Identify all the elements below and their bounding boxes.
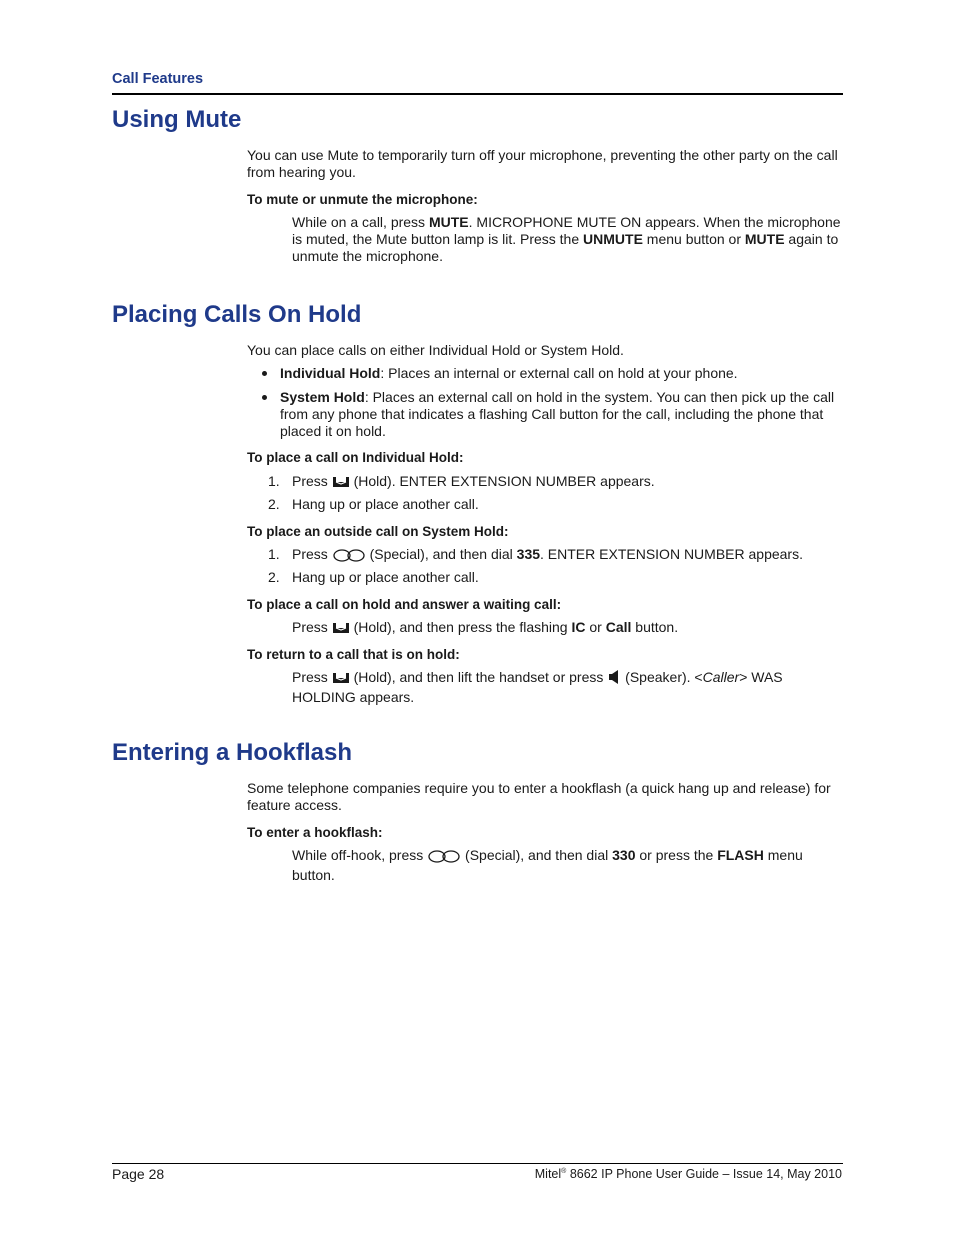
heading-placing-calls-on-hold: Placing Calls On Hold bbox=[112, 301, 362, 328]
header-rule bbox=[112, 93, 843, 95]
footer-rule bbox=[112, 1163, 843, 1164]
hold-icon bbox=[332, 475, 350, 493]
hookflash-subheading: To enter a hookflash: bbox=[247, 825, 383, 840]
footer-guide-title: Mitel® 8662 IP Phone User Guide – Issue 14, May 2010 bbox=[534, 1167, 842, 1181]
special-icon bbox=[332, 548, 366, 566]
page-number: Page 28 bbox=[112, 1166, 165, 1182]
hold-icon bbox=[332, 671, 350, 689]
bullet-system-hold: System Hold: Places an external call on hold in the system. You can then pick up the call from any phone that indicates a flashing Call button for the call, including the phone that placed it on hold. bbox=[280, 389, 835, 439]
return-hold-subheading: To return to a call that is on hold: bbox=[247, 647, 460, 662]
step-number: 1. bbox=[268, 473, 280, 489]
mute-intro: You can use Mute to temporarily turn off your microphone, preventing the other party on the call from hearing you. bbox=[247, 147, 838, 180]
system-hold-step-2: Hang up or place another call. bbox=[292, 569, 479, 585]
heading-entering-hookflash: Entering a Hookflash bbox=[112, 739, 353, 766]
hookflash-intro: Some telephone companies require you to enter a hookflash (a quick hang up and release) for feature access. bbox=[247, 780, 831, 813]
heading-using-mute: Using Mute bbox=[112, 106, 242, 133]
system-hold-subheading: To place an outside call on System Hold: bbox=[247, 524, 509, 539]
hold-answer-body: Press (Hold), and then press the flashing IC or Call button. bbox=[292, 619, 843, 639]
hookflash-body: While off-hook, press (Special), and then dial 330 or press the FLASH menu button. bbox=[292, 847, 803, 883]
hold-answer-subheading: To place a call on hold and answer a waiting call: bbox=[247, 597, 562, 612]
return-hold-body: Press (Hold), and then lift the handset or press (Speaker). <Caller> WAS HOLDING appears. bbox=[292, 669, 783, 705]
step-number: 2. bbox=[268, 569, 280, 585]
speaker-icon bbox=[607, 669, 621, 689]
individual-hold-subheading: To place a call on Individual Hold: bbox=[247, 450, 464, 465]
system-hold-step-1: Press (Special), and then dial 335. ENTER EXTENSION NUMBER appears. bbox=[292, 546, 843, 566]
hold-intro: You can place calls on either Individual Hold or System Hold. bbox=[247, 342, 624, 358]
hold-icon bbox=[332, 621, 350, 639]
step-number: 2. bbox=[268, 496, 280, 512]
individual-hold-step-2: Hang up or place another call. bbox=[292, 496, 479, 512]
bullet-dot bbox=[262, 395, 267, 400]
bullet-individual-hold: Individual Hold: Places an internal or external call on hold at your phone. bbox=[280, 365, 738, 381]
special-icon bbox=[427, 849, 461, 867]
mute-body: While on a call, press MUTE. MICROPHONE MUTE ON appears. When the microphone is muted, the Mute button lamp is lit. Press the UNMUTE menu button or MUTE again to unmute the microphone. bbox=[292, 214, 841, 264]
individual-hold-step-1: Press (Hold). ENTER EXTENSION NUMBER appears. bbox=[292, 473, 843, 493]
mute-subheading: To mute or unmute the microphone: bbox=[247, 192, 478, 207]
bullet-dot bbox=[262, 371, 267, 376]
running-header: Call Features bbox=[112, 71, 204, 87]
step-number: 1. bbox=[268, 546, 280, 562]
